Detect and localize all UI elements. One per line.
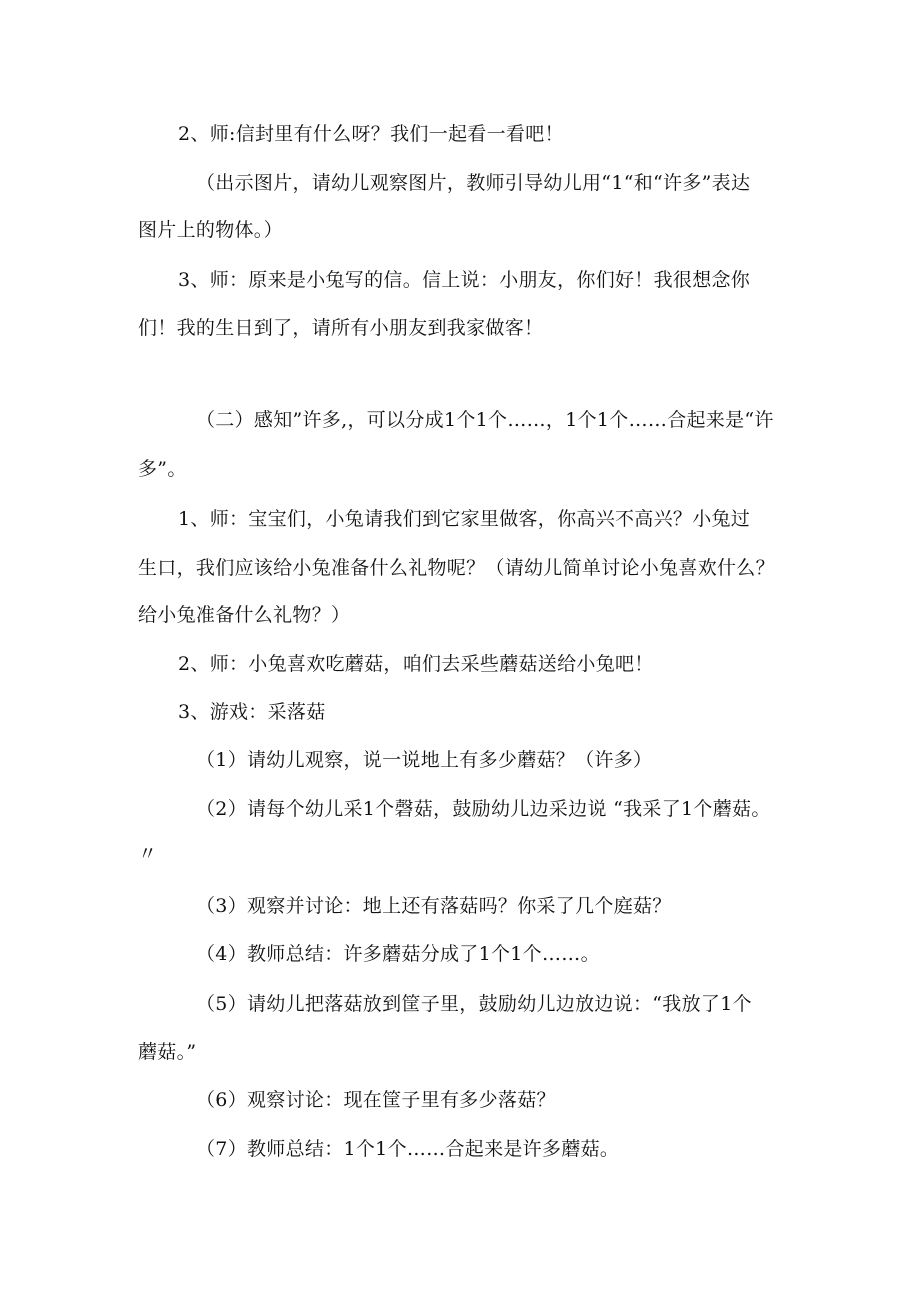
list-item-5: （5）请幼儿把落菇放到筐子里，鼓励幼儿边放边说：“我放了1个 (196, 993, 752, 1015)
paragraph-line-8: 给小兔准备什么礼物？） (138, 604, 351, 626)
paragraph-line-1: 2、师:信封里有什么呀？我们一起看一看吧！ (178, 123, 564, 145)
paragraph-line-9: 2、师：小兔喜欢吃蘑菇，咱们去采些蘑菇送给小兔吧！ (178, 653, 654, 675)
list-item-7: （7）教师总结：1个1个……合起来是许多蘑菇。 (196, 1138, 620, 1160)
list-item-2-continuation: 〃 (138, 843, 158, 865)
paragraph-line-3: 图片上的物体。） (138, 219, 283, 241)
list-item-5-continuation: 蘑菇。” (138, 1041, 197, 1063)
list-item-2: （2）请每个幼儿采1个磬菇，鼓励幼儿边采边说 “我采了1个蘑菇。 (196, 798, 771, 820)
paragraph-line-10: 3、游戏：采落菇 (178, 701, 326, 723)
paragraph-line-6: 1、师：宝宝们，小兔请我们到它家里做客，你高兴不高兴？小兔过 (178, 508, 751, 530)
section-heading-line-2: 多”。 (138, 458, 187, 480)
list-item-4: （4）教师总结：许多蘑菇分成了1个1个……。 (196, 943, 600, 965)
paragraph-line-2: （出示图片，请幼儿观察图片，教师引导幼儿用“1“和“许多”表达 (196, 172, 751, 194)
paragraph-line-4: 3、师：原来是小兔写的信。信上说：小朋友，你们好！我很想念你 (178, 269, 751, 291)
section-heading-line-1: （二）感知”许多,，可以分成1个1个……，1个1个……合起来是“许 (196, 409, 774, 431)
list-item-6: （6）观察讨论：现在筐子里有多少落菇？ (196, 1089, 556, 1111)
paragraph-line-7: 生口，我们应该给小兔准备什么礼物呢？（请幼儿简单讨论小兔喜欢什么？ (138, 557, 775, 579)
list-item-3: （3）观察并讨论：地上还有落菇吗？你采了几个庭菇？ (196, 895, 672, 917)
list-item-1: （1）请幼儿观察，说一说地上有多少蘑菇？（许多） (196, 749, 653, 771)
paragraph-line-5: 们！我的生日到了，请所有小朋友到我家做客！ (138, 317, 544, 339)
